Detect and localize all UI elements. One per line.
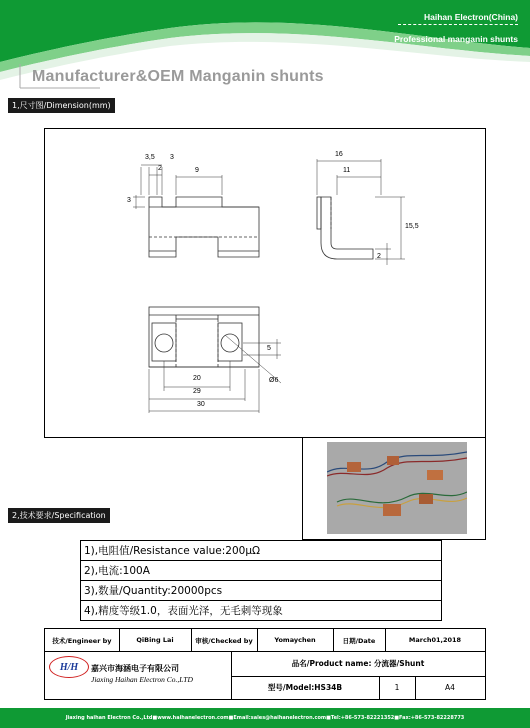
dim-label-3-side: 3 — [127, 197, 131, 204]
dim-label-30: 30 — [197, 401, 205, 408]
section-label-dimension: 1,尺寸图/Dimension(mm) — [8, 98, 115, 113]
spec-row — [81, 541, 442, 561]
spec-row — [81, 561, 442, 581]
company-name-cn: 嘉兴市海涵电子有限公司 — [91, 663, 179, 673]
sheet-number: 1 — [394, 683, 400, 692]
dim-label-20: 20 — [193, 375, 201, 382]
dim-label-5: 5 — [267, 345, 271, 352]
spec-quantity: 3),数量/Quantity:20000pcs — [81, 581, 442, 601]
dim-label-29: 29 — [193, 388, 201, 395]
header-banner — [0, 0, 530, 90]
model-number: 型号/Model:HS34B — [267, 683, 343, 692]
paper-size: A4 — [445, 683, 455, 692]
company-logo-icon: H/H — [49, 656, 89, 678]
spec-row — [81, 601, 442, 621]
spec-accuracy: 4),精度等级1.0，表面光泽，无毛刺等现象 — [81, 601, 442, 621]
engineer-name: QiBing Lai — [136, 636, 174, 644]
section-label-specification: 2,技术要求/Specification — [8, 508, 110, 523]
company-slogan: Professional manganin shunts — [394, 34, 518, 44]
dim-label-3-5: 3,5 — [145, 154, 155, 161]
product-photo — [327, 442, 467, 534]
page-title: Manufacturer&OEM Manganin shunts — [32, 68, 324, 85]
company-name-en: Jiaxing Haihan Electron Co.,LTD — [91, 675, 193, 684]
dim-label-15-5: 15,5 — [405, 223, 419, 230]
engineer-label: 技术/Engineer by — [52, 636, 112, 645]
dim-label-9: 9 — [195, 167, 199, 174]
spec-row — [81, 581, 442, 601]
dimension-drawing — [44, 128, 486, 438]
dim-label-16: 16 — [335, 151, 343, 158]
technical-drawing — [45, 129, 485, 437]
checker-name: Yomaychen — [274, 636, 316, 644]
dim-label-diameter-6: Ø6 — [269, 377, 279, 384]
footer-contact-text: Jiaxing haihan Electron Co.,Ltd■www.haihanelectron.com■Email:sales@haihanelectron.com■Tel:+86-573-82221352■Fax:+86-573-82228773 — [65, 715, 465, 721]
title-block — [44, 628, 486, 700]
dim-label-11: 11 — [343, 167, 351, 174]
header-divider — [398, 24, 518, 25]
spec-resistance: 1),电阻值/Resistance value:200μΩ — [81, 541, 442, 561]
spec-current: 2),电流:100A — [81, 561, 442, 581]
product-photo-frame — [302, 438, 486, 540]
specification-table — [80, 540, 442, 621]
date-value: March01,2018 — [408, 636, 462, 644]
company-name: Haihan Electron(China) — [424, 12, 518, 22]
dim-label-2-side: 2 — [377, 253, 381, 260]
footer-contact-bar — [0, 708, 530, 728]
product-name: 品名/Product name: 分流器/Shunt — [291, 659, 425, 668]
date-label: 日期/Date — [342, 636, 376, 645]
checked-label: 审核/Checked by — [195, 636, 253, 645]
dim-label-2: 2 — [158, 165, 162, 172]
dim-label-3-top: 3 — [170, 154, 174, 161]
